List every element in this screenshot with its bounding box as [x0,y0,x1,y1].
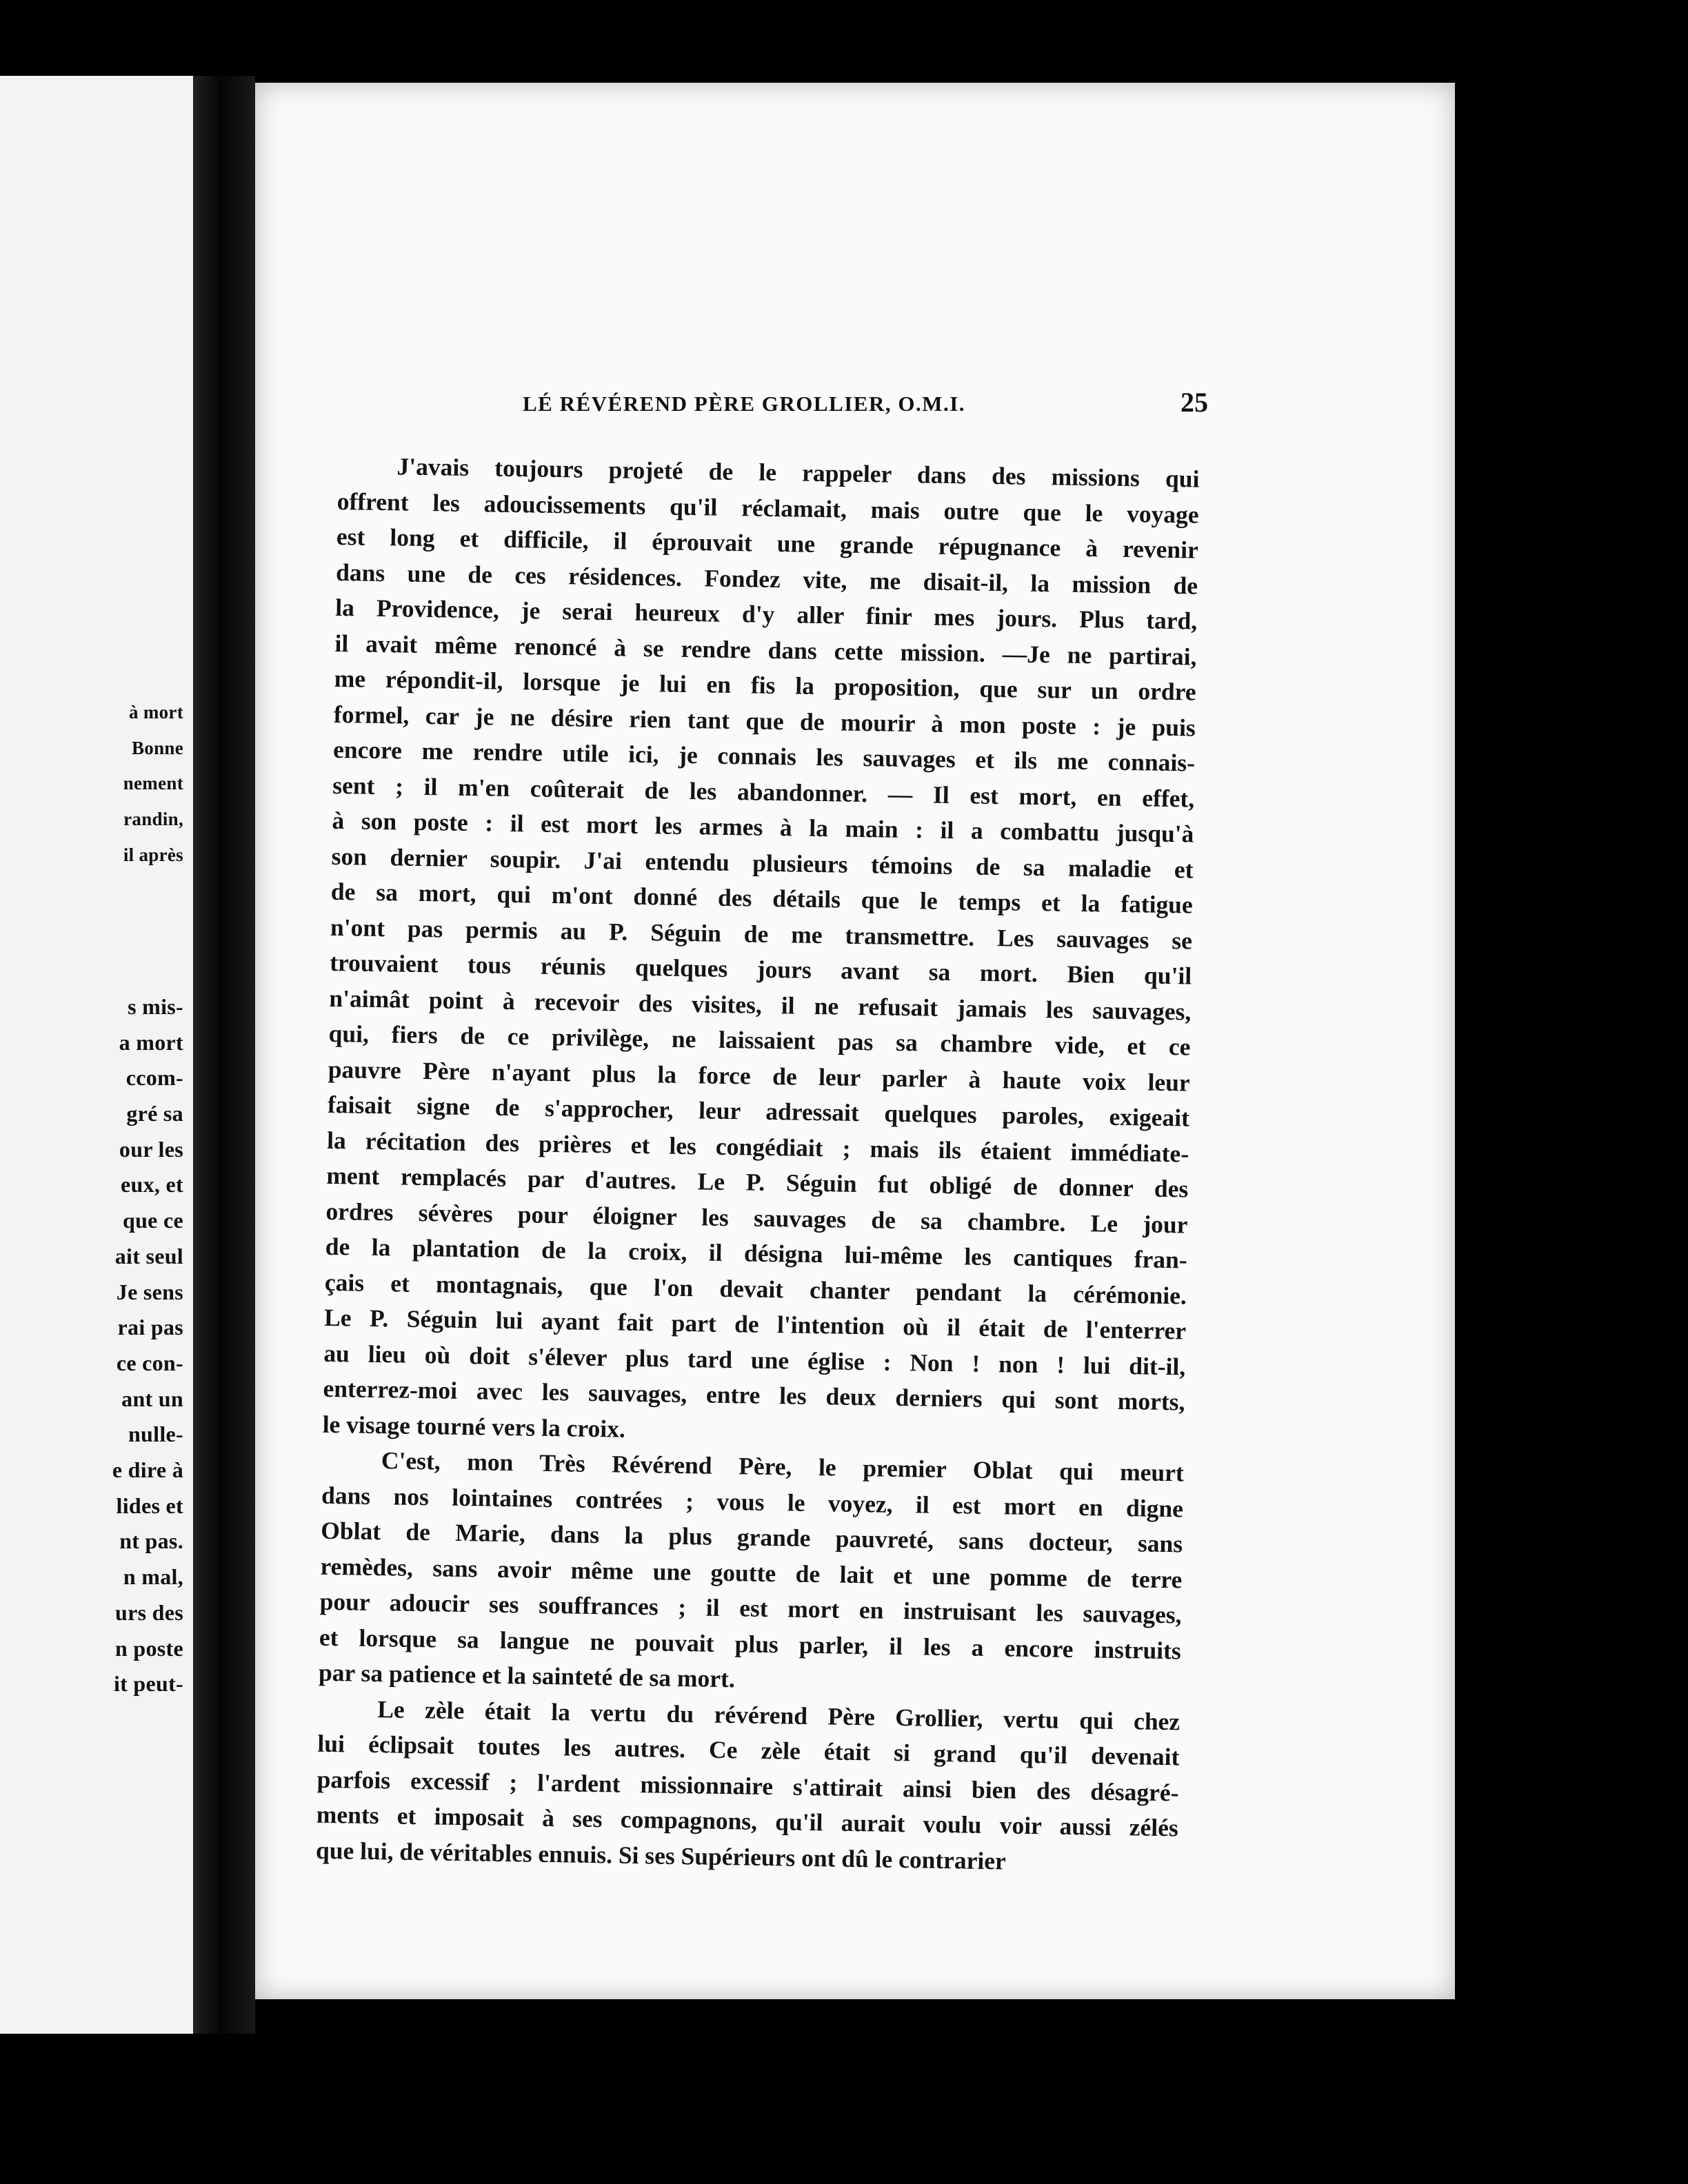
page-25 [255,83,1455,1999]
text-line: au lieu où doit s'élever plus tard une église : Non ! non ! lui dit-il, [323,1339,1186,1380]
left-page-fragment: eux, et [121,1172,183,1197]
paragraph [316,1690,1180,1881]
left-page-fragment: n mal, [123,1564,183,1590]
left-page-fragment: nement [123,773,183,794]
text-line: la Providence, je serai heureux d'y aller finir mes jours. Plus tard, [335,593,1198,635]
left-page-fragment: que ce [122,1208,183,1233]
left-page-fragment: nt pas. [119,1528,183,1554]
text-line: encore me rendre utile ici, je connais les sauvages et ils me connais- [332,735,1196,777]
text-line: qui, fiers de ce privilège, ne laissaient pas sa chambre vide, et ce [328,1019,1191,1061]
text-line: le visage tourné vers la croix. [322,1410,626,1443]
left-page-fragment: à mort [128,702,183,722]
left-page-fragment: e dire à [112,1457,183,1483]
text-line: dans nos lointaines contrées ; vous le voyez, il est mort en digne [321,1481,1184,1522]
text-line: pauvre Père n'ayant plus la force de leur parler à haute voix leur [328,1055,1191,1097]
book-gutter [193,76,255,2034]
text-line: n'aimât point à recevoir des visites, il ne refusait jamais les sauvages, [329,984,1192,1026]
left-page-fragment: our les [119,1136,183,1162]
left-page-fragment: ait seul [114,1243,183,1268]
text-line: à son poste : il est mort les armes à la main : il a combattu jusqu'à [332,806,1194,848]
text-line: est long et difficile, il éprouvait une grande répugnance à revenir [336,522,1199,564]
paragraph [322,448,1199,1455]
left-page-fragment: ccom- [125,1065,183,1091]
text-line: faisait signe de s'approcher, leur adressait quelques paroles, exigeait [327,1090,1190,1132]
text-line: Oblat de Marie, dans la plus grande pauvreté, sans docteur, sans [321,1516,1183,1558]
text-line: ments et imposait à ses compagnons, qu'il aurait voulu voir aussi zélés [316,1800,1179,1842]
left-page-fragment: a mort [119,1029,183,1055]
text-line: enterrez-moi avec les sauvages, entre les deux derniers qui sont morts, [323,1374,1185,1416]
left-page-fragment: il après [123,844,183,865]
left-page-fragment: lides et [116,1493,183,1518]
left-page-fragment: ant un [121,1386,183,1411]
page-number: 25 [1180,387,1208,418]
left-page-fragment: gré sa [126,1101,183,1126]
text-line: et lorsque sa langue ne pouvait plus parler, il les a encore instruits [319,1623,1182,1664]
text-line: J'avais toujours projeté de le rappeler dans des missions qui [396,452,1200,493]
text-line: çais et montagnais, que l'on devait chanter pendant la cérémonie. [324,1268,1187,1309]
text-line: de la plantation de la croix, il désigna lui-même les cantiques fran- [325,1232,1187,1274]
left-page-fragment: it peut- [113,1671,183,1697]
left-page-fragment: s mis- [128,993,183,1019]
left-page-fragment: n poste [114,1635,183,1661]
text-line: de sa mort, qui m'ont donné des détails que le temps et la fatigue [330,877,1194,919]
text-line: la récitation des prières et les congédiait ; mais ils étaient immédiate- [326,1126,1189,1168]
body-text [316,448,1200,1881]
left-page-fragment: nulle- [128,1422,183,1447]
text-line: ordres sévères pour éloigner les sauvages de sa chambre. Le jour [325,1197,1188,1238]
text-line: C'est, mon Très Révérend Père, le premier Oblat qui meurt [381,1446,1185,1487]
text-line: ment remplacés par d'autres. Le P. Séguin fut obligé de donner des [326,1161,1189,1203]
text-line: il avait même renoncé à se rendre dans cette mission. —Je ne partirai, [334,629,1197,671]
text-line: Le P. Séguin lui ayant fait part de l'intention où il était de l'enterrer [323,1303,1187,1345]
text-line: formel, car je ne désire rien tant que de mourir à mon poste : je puis [333,700,1196,742]
text-line: trouvaient tous réunis quelques jours avant sa mort. Bien qu'il [329,948,1192,990]
left-page-fragment: randin, [123,809,183,830]
running-head: LÉ RÉVÉREND PÈRE GROLLIER, O.M.I. [523,392,966,416]
text-line: Le zèle était la vertu du révérend Père Grollier, vertu qui chez [376,1695,1180,1735]
text-line: remèdes, sans avoir même une goutte de lait et une pomme de terre [320,1552,1183,1593]
paragraph [319,1442,1185,1704]
left-page-fragment: rai pas [117,1315,183,1340]
left-page-fragment: Je sens [116,1279,183,1304]
text-line: dans une de ces résidences. Fondez vite, me disait-il, la mission de [335,558,1198,600]
facing-page-left [0,76,193,2034]
text-line: n'ont pas permis au P. Séguin de me transmettre. Les sauvages se [330,913,1193,955]
left-page-fragment: ce con- [116,1350,183,1375]
text-line: me répondit-il, lorsque je lui en fis la proposition, que sur un ordre [334,664,1196,706]
text-line: que lui, de véritables ennuis. Si ses Supérieurs ont dû le contrarier [315,1836,1007,1874]
text-line: sent ; il m'en coûterait de les abandonner. — Il est mort, en effet, [332,771,1195,813]
left-page-fragment: Bonne [131,737,183,758]
left-page-fragment: urs des [114,1599,183,1625]
text-line: son dernier soupir. J'ai entendu plusieurs témoins de sa maladie et [331,842,1194,884]
text-line: par sa patience et la sainteté de sa mort. [318,1658,736,1693]
text-line: parfois excessif ; l'ardent missionnaire s'attirait ainsi bien des désagré- [316,1765,1179,1806]
text-line: lui éclipsait toutes les autres. Ce zèle était si grand qu'il devenait [317,1729,1180,1771]
text-line: offrent les adoucissements qu'il réclamait, mais outre que le voyage [336,487,1199,529]
text-line: pour adoucir ses souffrances ; il est mort en instruisant les sauvages, [319,1587,1182,1629]
